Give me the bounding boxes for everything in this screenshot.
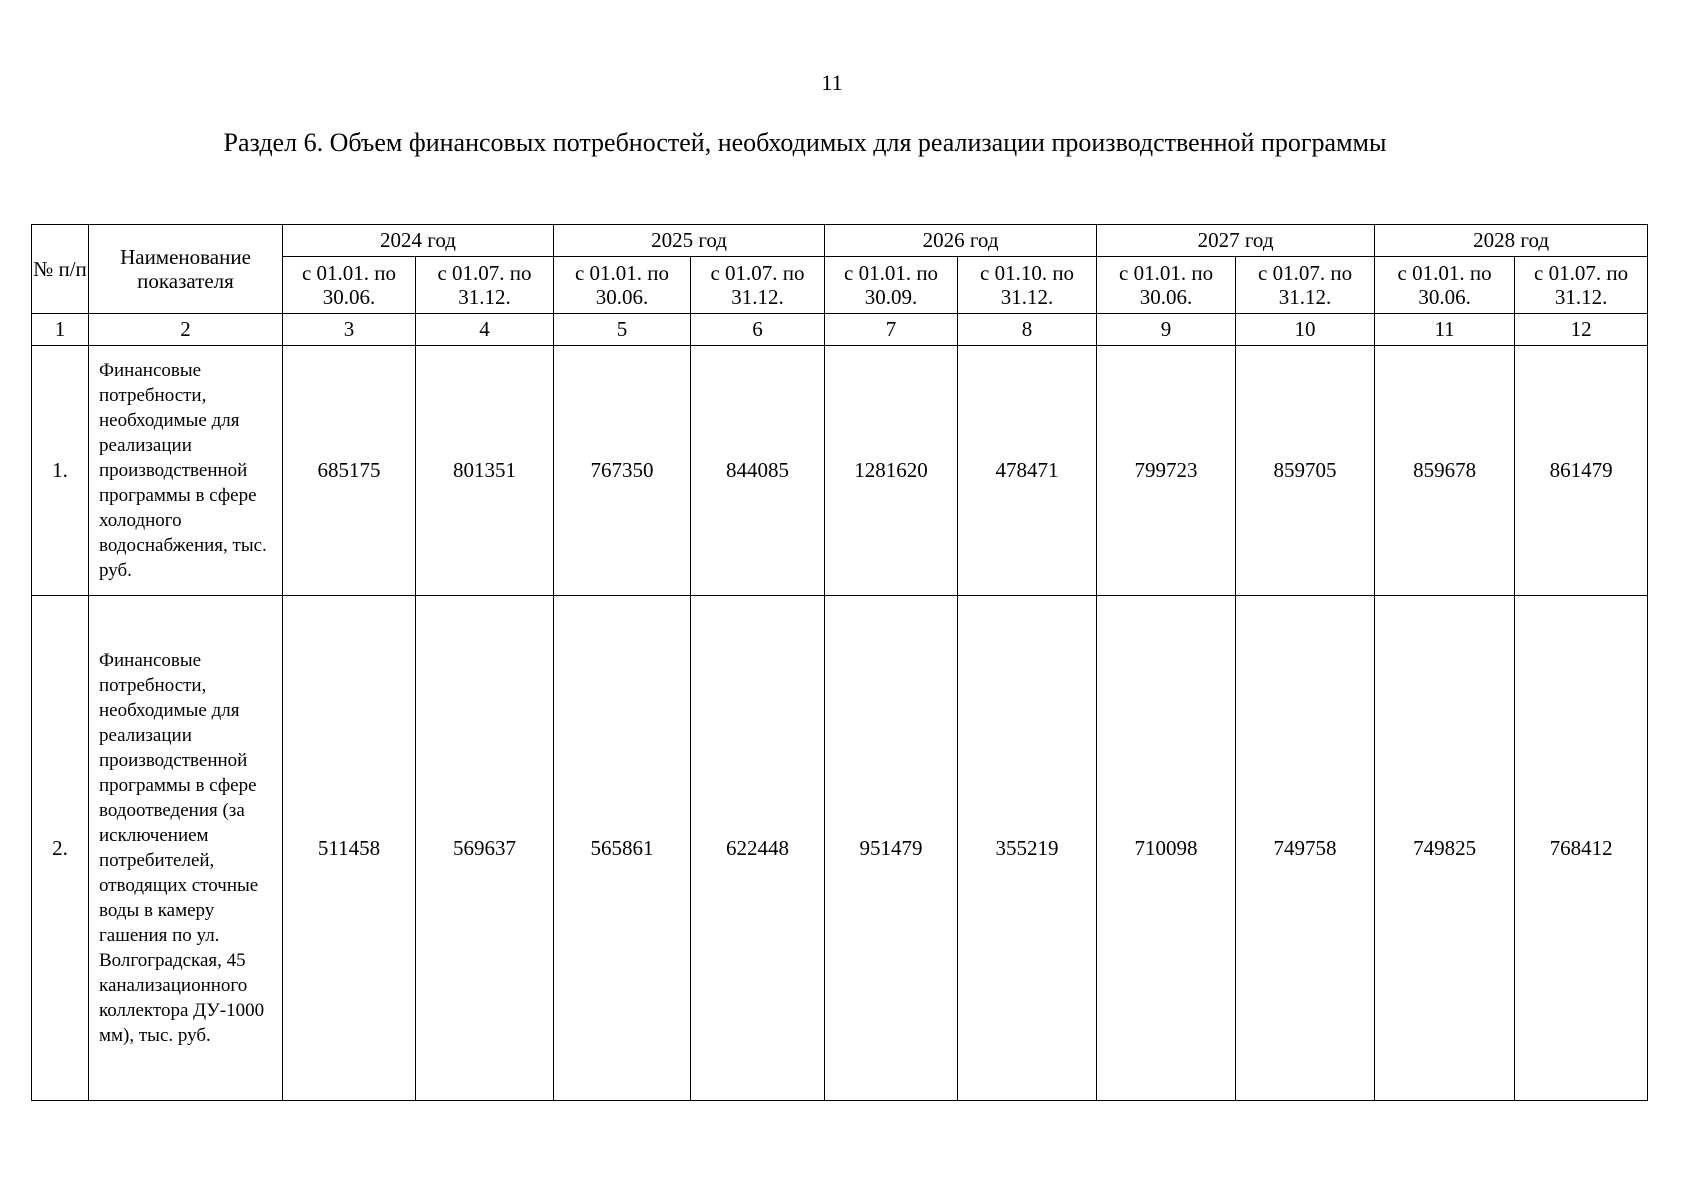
column-index: 5 xyxy=(554,314,691,346)
column-index: 3 xyxy=(283,314,416,346)
value-cell: 622448 xyxy=(691,596,825,1101)
value-cell: 951479 xyxy=(825,596,958,1101)
value-cell: 859705 xyxy=(1236,346,1375,596)
header-year: 2028 год xyxy=(1375,225,1648,257)
header-period: с 01.01. по 30.06. xyxy=(554,257,691,314)
value-cell: 767350 xyxy=(554,346,691,596)
row-name: Финансовые потребности, необходимые для реализации производственной программы в сфере холодного водоснабжения, тыс. руб. xyxy=(89,346,283,596)
row-number: 2. xyxy=(32,596,89,1101)
financial-needs-table xyxy=(31,224,1648,1101)
column-index: 8 xyxy=(958,314,1097,346)
value-cell: 478471 xyxy=(958,346,1097,596)
header-period: с 01.01. по 30.09. xyxy=(825,257,958,314)
value-cell: 710098 xyxy=(1097,596,1236,1101)
value-cell: 861479 xyxy=(1515,346,1648,596)
header-period: с 01.01. по 30.06. xyxy=(1375,257,1515,314)
header-period: с 01.07. по 31.12. xyxy=(691,257,825,314)
value-cell: 768412 xyxy=(1515,596,1648,1101)
column-index: 4 xyxy=(416,314,554,346)
column-index: 11 xyxy=(1375,314,1515,346)
table-row xyxy=(32,596,1648,1101)
column-index: 1 xyxy=(32,314,89,346)
header-year: 2024 год xyxy=(283,225,554,257)
column-index: 7 xyxy=(825,314,958,346)
header-period: с 01.01. по 30.06. xyxy=(283,257,416,314)
value-cell: 749758 xyxy=(1236,596,1375,1101)
section-title: Раздел 6. Объем финансовых потребностей, необходимых для реализации производственной программы xyxy=(223,128,1387,157)
value-cell: 511458 xyxy=(283,596,416,1101)
column-index: 9 xyxy=(1097,314,1236,346)
header-name: Наименование показателя xyxy=(89,225,283,314)
row-number: 1. xyxy=(32,346,89,596)
page-number: 11 xyxy=(821,70,843,95)
value-cell: 569637 xyxy=(416,596,554,1101)
column-index: 6 xyxy=(691,314,825,346)
value-cell: 355219 xyxy=(958,596,1097,1101)
value-cell: 565861 xyxy=(554,596,691,1101)
header-period: с 01.07. по 31.12. xyxy=(416,257,554,314)
value-cell: 801351 xyxy=(416,346,554,596)
row-name: Финансовые потребности, необходимые для реализации производственной программы в сфере водоотведения (за исключением потребителей, отводящих сточные воды в камеру гашения по ул. Волгоградская, 45 канализационного коллектора ДУ-1000 мм), тыс. руб. xyxy=(89,596,283,1101)
value-cell: 799723 xyxy=(1097,346,1236,596)
header-year: 2027 год xyxy=(1097,225,1375,257)
column-index-row xyxy=(32,314,1648,346)
header-period: с 01.07. по 31.12. xyxy=(1515,257,1648,314)
header-period: с 01.10. по 31.12. xyxy=(958,257,1097,314)
value-cell: 749825 xyxy=(1375,596,1515,1101)
table-row xyxy=(32,346,1648,596)
header-year: 2025 год xyxy=(554,225,825,257)
column-index: 12 xyxy=(1515,314,1648,346)
value-cell: 844085 xyxy=(691,346,825,596)
header-period: с 01.07. по 31.12. xyxy=(1236,257,1375,314)
header-year-row xyxy=(32,225,1648,257)
value-cell: 685175 xyxy=(283,346,416,596)
column-index: 10 xyxy=(1236,314,1375,346)
value-cell: 859678 xyxy=(1375,346,1515,596)
header-year: 2026 год xyxy=(825,225,1097,257)
column-index: 2 xyxy=(89,314,283,346)
header-num: № п/п xyxy=(32,225,89,314)
value-cell: 1281620 xyxy=(825,346,958,596)
header-period: с 01.01. по 30.06. xyxy=(1097,257,1236,314)
